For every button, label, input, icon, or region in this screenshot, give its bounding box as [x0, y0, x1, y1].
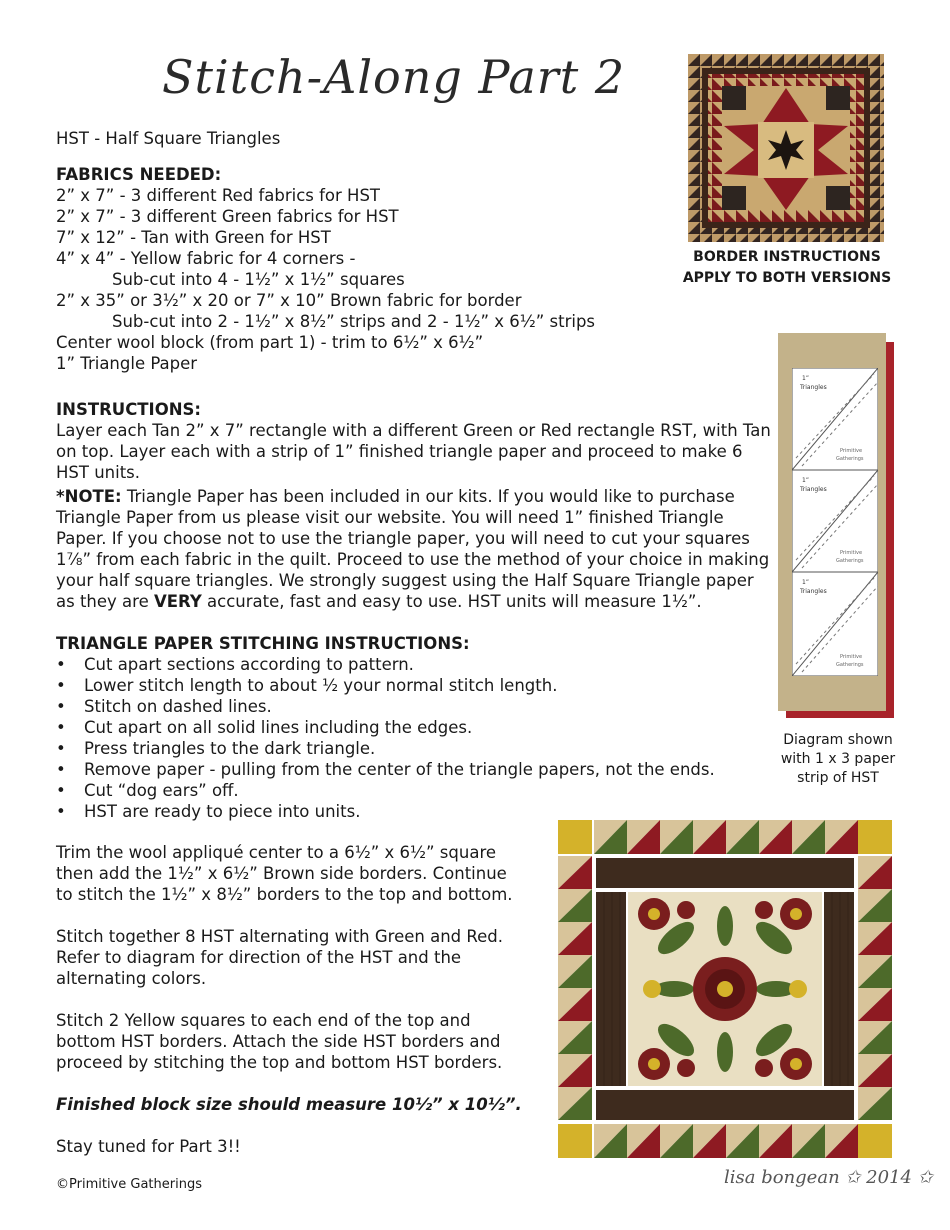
hst-border-left	[558, 856, 592, 1120]
note-emphasis: VERY	[153, 592, 202, 611]
fabric-line: Sub-cut into 4 - 1½” x 1½” squares	[112, 270, 405, 289]
finished-size: Finished block size should measure 10½” x 10½”.	[56, 1095, 522, 1114]
trim-paragraph: Trim the wool appliqué center to a 6½” x 6½” square then add the 1½” x 6½” Brown side borders. Continue to stitch the 1½” x 8½” borders to the top and bottom.	[56, 843, 513, 904]
fabrics-section	[56, 164, 656, 374]
list-item: • Cut “dog ears” off.	[56, 780, 756, 801]
stay-tuned: Stay tuned for Part 3!!	[56, 1137, 241, 1156]
instructions-section	[56, 399, 776, 483]
subtitle: HST - Half Square Triangles	[56, 129, 281, 148]
strip-brand: Primitive	[840, 448, 863, 454]
signature: lisa bongean ✩ 2014 ✩	[724, 1167, 933, 1188]
strip-brand: Gatherings	[836, 662, 864, 668]
list-item: • Stitch on dashed lines.	[56, 696, 756, 717]
triangle-paper-heading: TRIANGLE PAPER STITCHING INSTRUCTIONS:	[56, 634, 470, 653]
yellow-corner	[858, 1124, 892, 1158]
strip-label: Triangles	[800, 588, 827, 595]
yellow-corner	[858, 820, 892, 854]
brown-border-left	[596, 892, 626, 1086]
quilt-block-diagram	[556, 818, 894, 1160]
fabric-line: 7” x 12” - Tan with Green for HST	[56, 228, 331, 247]
list-item: • Remove paper - pulling from the center of the triangle papers, not the ends.	[56, 759, 756, 780]
fabric-line: Sub-cut into 2 - 1½” x 8½” strips and 2 - 1½” x 6½” strips	[112, 312, 596, 331]
diagram-caption: Diagram shown with 1 x 3 paper strip of HST	[780, 732, 896, 786]
fabric-line: 2” x 7” - 3 different Red fabrics for HST	[56, 186, 381, 205]
fabric-line: 2” x 7” - 3 different Green fabrics for HST	[56, 207, 399, 226]
note-paragraph	[56, 486, 771, 612]
strip-label: 1”	[802, 579, 809, 586]
strip-label: 1”	[802, 375, 809, 382]
instructions-heading: INSTRUCTIONS:	[56, 400, 202, 419]
brown-border-bottom	[596, 1090, 854, 1120]
hst-paragraph: Stitch together 8 HST alternating with Green and Red. Refer to diagram for direction of the HST and the alternating colors.	[56, 927, 503, 988]
star-quilt-image	[688, 54, 884, 242]
hst-border-bottom	[594, 1124, 858, 1158]
border-note-line: APPLY TO BOTH VERSIONS	[682, 270, 892, 286]
note-label: *NOTE:	[56, 487, 122, 506]
instructions-paragraph: Layer each Tan 2” x 7” rectangle with a different Green or Red rectangle RST, with Tan on top. Layer each with a strip of 1” finished triangle paper and proceed to make 6 HST units.	[56, 421, 771, 482]
fabric-line: 1” Triangle Paper	[56, 354, 198, 373]
brown-border-right	[824, 892, 854, 1086]
yellow-corner	[558, 1124, 592, 1158]
strip-brand: Gatherings	[836, 456, 864, 462]
yellow-paragraph: Stitch 2 Yellow squares to each end of the top and bottom HST borders. Attach the side HST borders and proceed by stitching the top and bottom HST borders.	[56, 1011, 503, 1072]
list-item: • HST are ready to piece into units.	[56, 801, 756, 822]
note-text: Triangle Paper has been included in our kits. If you would like to purchase Triangle Paper from us please visit our website. You will need 1” finished Triangle Paper. If you choose not to use the triangle paper, you will need to cut your squares 1⅞” from each fabric in the quilt. Proceed to use the method of your choice in making your half square triangles. We strongly suggest using the Half Square Triangle paper as they are	[56, 487, 770, 611]
list-item: • Press triangles to the dark triangle.	[56, 738, 756, 759]
note-text-end: accurate, fast and easy to use. HST units will measure 1½”.	[201, 592, 702, 611]
hst-border-top	[594, 820, 858, 854]
brown-border-top	[596, 858, 854, 888]
strip-brand: Gatherings	[836, 558, 864, 564]
border-note-line: BORDER INSTRUCTIONS	[693, 249, 881, 265]
copyright: ©Primitive Gatherings	[56, 1177, 202, 1192]
list-item: • Cut apart on all solid lines including the edges.	[56, 717, 756, 738]
triangle-paper-strip	[792, 368, 878, 676]
yellow-corner	[558, 820, 592, 854]
list-item: • Lower stitch length to about ½ your normal stitch length.	[56, 675, 756, 696]
strip-brand: Primitive	[840, 654, 863, 660]
strip-label: Triangles	[800, 486, 827, 493]
fabric-line: 4” x 4” - Yellow fabric for 4 corners -	[56, 249, 356, 268]
steps-list	[56, 654, 756, 822]
fabric-line: Center wool block (from part 1) - trim to 6½” x 6½”	[56, 333, 484, 352]
strip-label: 1”	[802, 477, 809, 484]
page-title: Stitch-Along Part 2	[162, 50, 626, 104]
strip-brand: Primitive	[840, 550, 863, 556]
border-note	[672, 247, 902, 289]
list-item: • Cut apart sections according to pattern.	[56, 654, 756, 675]
fabrics-heading: FABRICS NEEDED:	[56, 165, 222, 184]
fabric-line: 2” x 35” or 3½” x 20 or 7” x 10” Brown fabric for border	[56, 291, 522, 310]
hst-border-right	[858, 856, 892, 1120]
triangle-paper-section	[56, 633, 756, 822]
strip-label: Triangles	[800, 384, 827, 391]
